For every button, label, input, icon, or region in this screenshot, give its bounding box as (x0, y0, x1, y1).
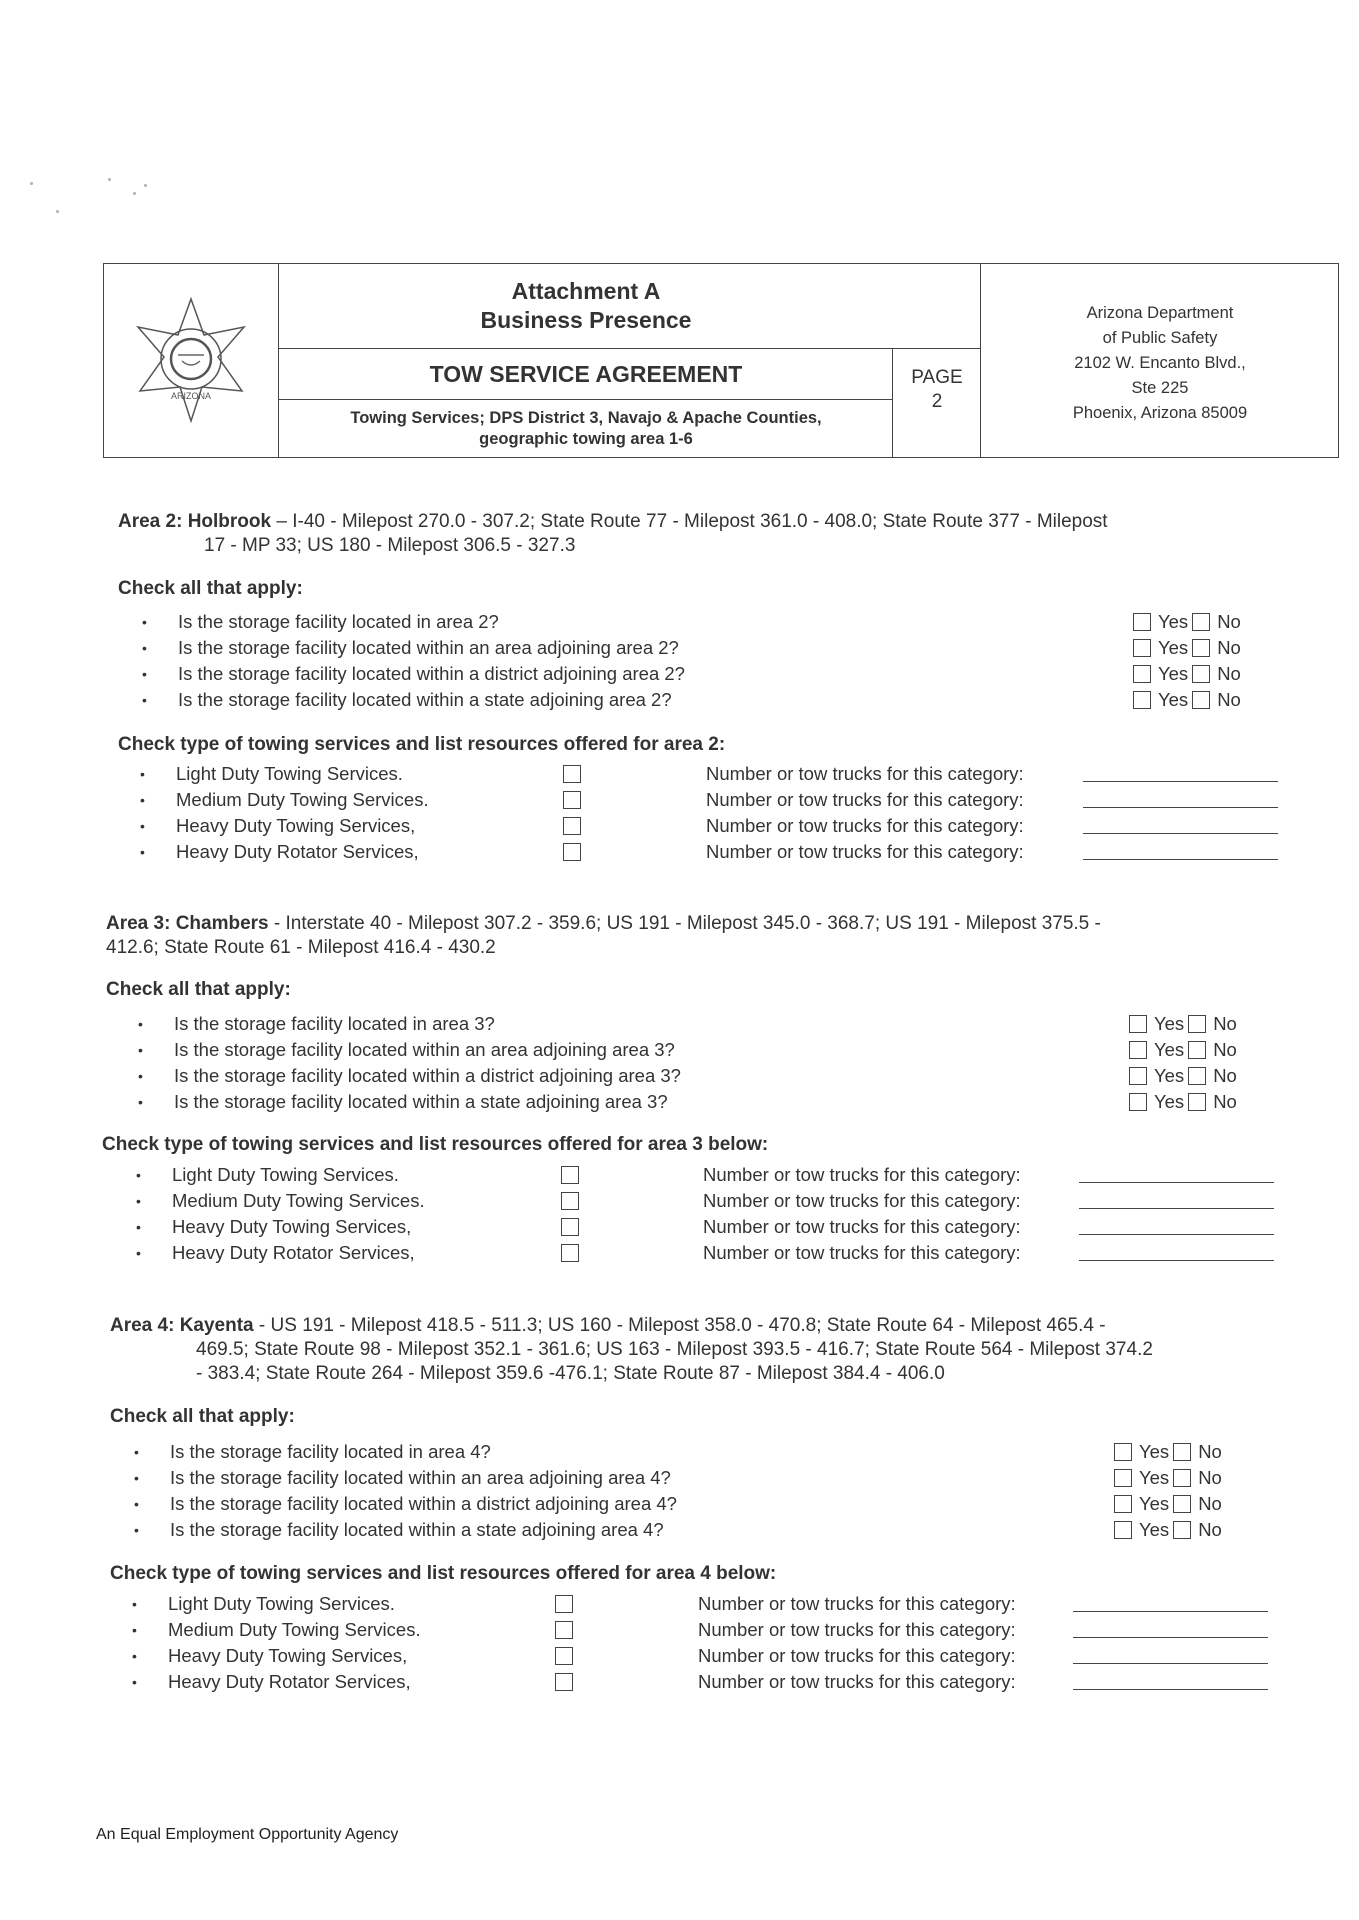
service-label: Light Duty Towing Services. (168, 1593, 395, 1614)
area-route-desc-line1: I-40 - Milepost 270.0 - 307.2; State Route 77 - Milepost 361.0 - 408.0; State Route 377 - Milepost (292, 511, 1108, 532)
yes-label: Yes (1158, 611, 1189, 632)
page-number: 2 (931, 391, 943, 412)
attachment-line1: Attachment A (511, 278, 661, 304)
yes-label: Yes (1154, 1013, 1185, 1034)
bullet-icon: • (136, 1219, 141, 1235)
truck-count-field[interactable] (1083, 859, 1278, 860)
truck-count-label: Number or tow trucks for this category: (703, 1242, 1021, 1263)
yes-no-group (1114, 1465, 1226, 1491)
yes-label: Yes (1158, 637, 1189, 658)
truck-count-field[interactable] (1079, 1208, 1274, 1209)
question-row (138, 1037, 1238, 1063)
no-label: No (1213, 1013, 1237, 1034)
truck-count-field[interactable] (1083, 833, 1278, 834)
yes-label: Yes (1139, 1467, 1170, 1488)
bullet-icon: • (140, 818, 145, 834)
service-checkbox[interactable] (561, 1166, 579, 1184)
question-text: Is the storage facility located in area 3? (174, 1013, 495, 1034)
no-label: No (1213, 1091, 1237, 1112)
yes-label: Yes (1158, 663, 1189, 684)
yes-label: Yes (1139, 1441, 1170, 1462)
no-checkbox[interactable] (1173, 1495, 1191, 1513)
yes-label: Yes (1154, 1065, 1185, 1086)
service-label: Light Duty Towing Services. (176, 763, 403, 784)
service-label: Heavy Duty Rotator Services, (176, 841, 419, 862)
yes-label: Yes (1139, 1519, 1170, 1540)
question-row (142, 609, 1242, 635)
service-row (132, 1643, 1332, 1669)
service-row (140, 761, 1340, 787)
service-row (132, 1669, 1332, 1695)
yes-no-group (1129, 1063, 1241, 1089)
dps-badge-logo (104, 264, 278, 456)
address-line2: of Public Safety (1102, 328, 1218, 347)
address-line4: Ste 225 (1131, 378, 1189, 397)
service-checkbox[interactable] (555, 1621, 573, 1639)
service-row (140, 787, 1340, 813)
service-checkbox[interactable] (555, 1647, 573, 1665)
no-checkbox[interactable] (1173, 1443, 1191, 1461)
bullet-icon: • (138, 1016, 143, 1032)
area-prefix: Area 3: (106, 913, 171, 934)
yes-no-group (1114, 1439, 1226, 1465)
footer-text: An Equal Employment Opportunity Agency (96, 1826, 399, 1843)
no-checkbox[interactable] (1192, 665, 1210, 683)
yes-checkbox[interactable] (1129, 1093, 1147, 1111)
service-checkbox[interactable] (561, 1192, 579, 1210)
question-text: Is the storage facility located within a district adjoining area 3? (174, 1065, 681, 1086)
truck-count-label: Number or tow trucks for this category: (698, 1671, 1016, 1692)
bullet-icon: • (142, 614, 147, 630)
no-checkbox[interactable] (1188, 1067, 1206, 1085)
attachment-title (280, 264, 892, 348)
yes-checkbox[interactable] (1133, 691, 1151, 709)
attachment-line2: Business Presence (480, 307, 692, 333)
service-row (132, 1591, 1332, 1617)
area-route-desc-line2: 412.6; State Route 61 - Milepost 416.4 - 430.2 (106, 937, 496, 958)
yes-no-group (1129, 1037, 1241, 1063)
service-label: Heavy Duty Rotator Services, (172, 1242, 415, 1263)
truck-count-field[interactable] (1083, 807, 1278, 808)
service-label: Medium Duty Towing Services. (176, 789, 429, 810)
yes-checkbox[interactable] (1114, 1469, 1132, 1487)
question-row (142, 687, 1242, 713)
question-text: Is the storage facility located within an area adjoining area 3? (174, 1039, 675, 1060)
yes-label: Yes (1158, 689, 1189, 710)
service-row (132, 1617, 1332, 1643)
services-heading: Check type of towing services and list resources offered for area 4 below: (110, 1563, 777, 1584)
area-heading (106, 912, 1101, 936)
yes-label: Yes (1154, 1091, 1185, 1112)
bullet-icon: • (134, 1522, 139, 1538)
area-name: Kayenta (179, 1315, 254, 1336)
truck-count-field[interactable] (1083, 781, 1278, 782)
area-route-desc-line2: 17 - MP 33; US 180 - Milepost 306.5 - 327.3 (204, 535, 576, 556)
subtitle-line2: geographic towing area 1-6 (479, 429, 693, 448)
services-heading: Check type of towing services and list resources offered for area 2: (118, 734, 726, 755)
area-route-desc-line3: - 383.4; State Route 264 - Milepost 359.6 -476.1; State Route 87 - Milepost 384.4 - 406.0 (196, 1363, 945, 1384)
question-row (138, 1089, 1238, 1115)
service-checkbox[interactable] (561, 1244, 579, 1262)
question-text: Is the storage facility located within a state adjoining area 2? (178, 689, 672, 710)
question-row (138, 1063, 1238, 1089)
yes-no-group (1133, 687, 1245, 713)
no-checkbox[interactable] (1173, 1469, 1191, 1487)
no-label: No (1213, 1065, 1237, 1086)
no-label: No (1217, 663, 1241, 684)
no-label: No (1198, 1493, 1222, 1514)
bullet-icon: • (138, 1094, 143, 1110)
area-separator: - (253, 1315, 271, 1336)
subtitle-line1: Towing Services; DPS District 3, Navajo & Apache Counties, (350, 408, 822, 427)
truck-count-label: Number or tow trucks for this category: (698, 1619, 1016, 1640)
truck-count-label: Number or tow trucks for this category: (706, 763, 1024, 784)
truck-count-field[interactable] (1079, 1234, 1274, 1235)
area-route-desc-line1: Interstate 40 - Milepost 307.2 - 359.6; US 191 - Milepost 345.0 - 368.7; US 191 - Milepost 375.5 - (285, 913, 1101, 934)
question-text: Is the storage facility located within a state adjoining area 4? (170, 1519, 664, 1540)
truck-count-field[interactable] (1073, 1689, 1268, 1690)
agreement-title-cell (280, 350, 892, 399)
yes-checkbox[interactable] (1114, 1443, 1132, 1461)
area-separator: – (271, 511, 293, 532)
no-label: No (1198, 1519, 1222, 1540)
question-text: Is the storage facility located within an area adjoining area 2? (178, 637, 679, 658)
scan-speck (56, 210, 59, 213)
page-label: PAGE (911, 367, 963, 388)
service-checkbox[interactable] (563, 843, 581, 861)
yes-checkbox[interactable] (1129, 1067, 1147, 1085)
bullet-icon: • (142, 640, 147, 656)
service-label: Heavy Duty Rotator Services, (168, 1671, 411, 1692)
header-divider (278, 399, 892, 400)
yes-no-group (1133, 635, 1245, 661)
truck-count-label: Number or tow trucks for this category: (698, 1593, 1016, 1614)
question-row (142, 661, 1242, 687)
area-route-desc-line1: US 191 - Milepost 418.5 - 511.3; US 160 - Milepost 358.0 - 470.8; State Route 64 - Milepost 465.4 - (270, 1315, 1106, 1336)
no-checkbox[interactable] (1188, 1041, 1206, 1059)
check-all-label: Check all that apply: (110, 1406, 295, 1427)
no-label: No (1198, 1441, 1222, 1462)
services-heading: Check type of towing services and list resources offered for area 3 below: (102, 1134, 769, 1155)
service-row (136, 1240, 1336, 1266)
truck-count-field[interactable] (1079, 1182, 1274, 1183)
yes-no-group (1129, 1011, 1241, 1037)
area-name: Holbrook (187, 511, 272, 532)
agency-address (982, 264, 1338, 456)
service-row (136, 1162, 1336, 1188)
truck-count-label: Number or tow trucks for this category: (706, 841, 1024, 862)
no-checkbox[interactable] (1188, 1015, 1206, 1033)
yes-checkbox[interactable] (1114, 1521, 1132, 1539)
truck-count-label: Number or tow trucks for this category: (706, 815, 1024, 836)
area-route-desc-line2: 469.5; State Route 98 - Milepost 352.1 - 361.6; US 163 - Milepost 393.5 - 416.7; State Route 564 - Milepost 374.2 (196, 1339, 1153, 1360)
bullet-icon: • (138, 1068, 143, 1084)
service-row (140, 839, 1340, 865)
truck-count-field[interactable] (1073, 1611, 1268, 1612)
scan-speck (30, 182, 33, 185)
yes-checkbox[interactable] (1133, 613, 1151, 631)
truck-count-field[interactable] (1079, 1260, 1274, 1261)
scan-speck (133, 192, 136, 195)
question-row (134, 1465, 1234, 1491)
question-row (142, 635, 1242, 661)
no-label: No (1217, 637, 1241, 658)
service-checkbox[interactable] (563, 765, 581, 783)
service-label: Medium Duty Towing Services. (172, 1190, 425, 1211)
area-prefix: Area 4: (110, 1315, 175, 1336)
area-heading (118, 510, 1108, 534)
question-text: Is the storage facility located within a state adjoining area 3? (174, 1091, 668, 1112)
subtitle-cell (280, 401, 892, 456)
truck-count-label: Number or tow trucks for this category: (703, 1190, 1021, 1211)
question-text: Is the storage facility located within a district adjoining area 4? (170, 1493, 677, 1514)
bullet-icon: • (140, 766, 145, 782)
yes-checkbox[interactable] (1129, 1015, 1147, 1033)
bullet-icon: • (132, 1674, 137, 1690)
bullet-icon: • (132, 1648, 137, 1664)
truck-count-field[interactable] (1073, 1637, 1268, 1638)
service-label: Heavy Duty Towing Services, (168, 1645, 408, 1666)
no-label: No (1217, 689, 1241, 710)
service-label: Medium Duty Towing Services. (168, 1619, 421, 1640)
question-text: Is the storage facility located within an area adjoining area 4? (170, 1467, 671, 1488)
area-name: Chambers (175, 913, 269, 934)
question-row (134, 1517, 1234, 1543)
service-checkbox[interactable] (555, 1595, 573, 1613)
yes-no-group (1133, 661, 1245, 687)
header-divider (980, 264, 981, 457)
truck-count-field[interactable] (1073, 1663, 1268, 1664)
bullet-icon: • (142, 692, 147, 708)
truck-count-label: Number or tow trucks for this category: (703, 1216, 1021, 1237)
yes-no-group (1114, 1517, 1226, 1543)
star-badge-icon (126, 295, 256, 425)
yes-no-group (1114, 1491, 1226, 1517)
yes-checkbox[interactable] (1133, 665, 1151, 683)
question-row (138, 1011, 1238, 1037)
no-checkbox[interactable] (1192, 691, 1210, 709)
service-checkbox[interactable] (561, 1218, 579, 1236)
address-line1: Arizona Department (1086, 303, 1234, 322)
scan-speck (108, 178, 111, 181)
bullet-icon: • (136, 1193, 141, 1209)
question-row (134, 1439, 1234, 1465)
area-separator: - (268, 913, 286, 934)
no-checkbox[interactable] (1192, 613, 1210, 631)
bullet-icon: • (134, 1496, 139, 1512)
document-header (103, 263, 1339, 458)
yes-label: Yes (1139, 1493, 1170, 1514)
service-row (140, 813, 1340, 839)
area-prefix: Area 2: (118, 511, 183, 532)
bullet-icon: • (134, 1470, 139, 1486)
question-text: Is the storage facility located in area 4? (170, 1441, 491, 1462)
no-checkbox[interactable] (1188, 1093, 1206, 1111)
bullet-icon: • (136, 1167, 141, 1183)
service-label: Heavy Duty Towing Services, (176, 815, 416, 836)
yes-no-group (1133, 609, 1245, 635)
truck-count-label: Number or tow trucks for this category: (698, 1645, 1016, 1666)
bullet-icon: • (142, 666, 147, 682)
header-divider (278, 348, 980, 349)
no-checkbox[interactable] (1173, 1521, 1191, 1539)
bullet-icon: • (132, 1596, 137, 1612)
question-text: Is the storage facility located within a district adjoining area 2? (178, 663, 685, 684)
bullet-icon: • (132, 1622, 137, 1638)
bullet-icon: • (134, 1444, 139, 1460)
service-checkbox[interactable] (555, 1673, 573, 1691)
bullet-icon: • (140, 844, 145, 860)
address-line5: Phoenix, Arizona 85009 (1072, 403, 1248, 422)
service-row (136, 1188, 1336, 1214)
truck-count-label: Number or tow trucks for this category: (703, 1164, 1021, 1185)
service-label: Light Duty Towing Services. (172, 1164, 399, 1185)
address-line3: 2102 W. Encanto Blvd., (1074, 353, 1246, 372)
no-label: No (1213, 1039, 1237, 1060)
bullet-icon: • (136, 1245, 141, 1261)
yes-label: Yes (1154, 1039, 1185, 1060)
page-indicator (894, 350, 980, 456)
no-label: No (1198, 1467, 1222, 1488)
no-checkbox[interactable] (1192, 639, 1210, 657)
question-row (134, 1491, 1234, 1517)
yes-checkbox[interactable] (1114, 1495, 1132, 1513)
check-all-label: Check all that apply: (118, 578, 303, 599)
check-all-label: Check all that apply: (106, 979, 291, 1000)
header-divider (892, 348, 893, 457)
agreement-title: TOW SERVICE AGREEMENT (429, 361, 743, 387)
yes-checkbox[interactable] (1133, 639, 1151, 657)
service-row (136, 1214, 1336, 1240)
header-divider (278, 264, 279, 457)
service-checkbox[interactable] (563, 817, 581, 835)
service-checkbox[interactable] (563, 791, 581, 809)
bullet-icon: • (140, 792, 145, 808)
area-heading (110, 1314, 1106, 1338)
logo-arizona-text: ARIZONA (170, 391, 212, 401)
yes-checkbox[interactable] (1129, 1041, 1147, 1059)
scan-speck (144, 184, 147, 187)
bullet-icon: • (138, 1042, 143, 1058)
yes-no-group (1129, 1089, 1241, 1115)
question-text: Is the storage facility located in area 2? (178, 611, 499, 632)
service-label: Heavy Duty Towing Services, (172, 1216, 412, 1237)
truck-count-label: Number or tow trucks for this category: (706, 789, 1024, 810)
no-label: No (1217, 611, 1241, 632)
